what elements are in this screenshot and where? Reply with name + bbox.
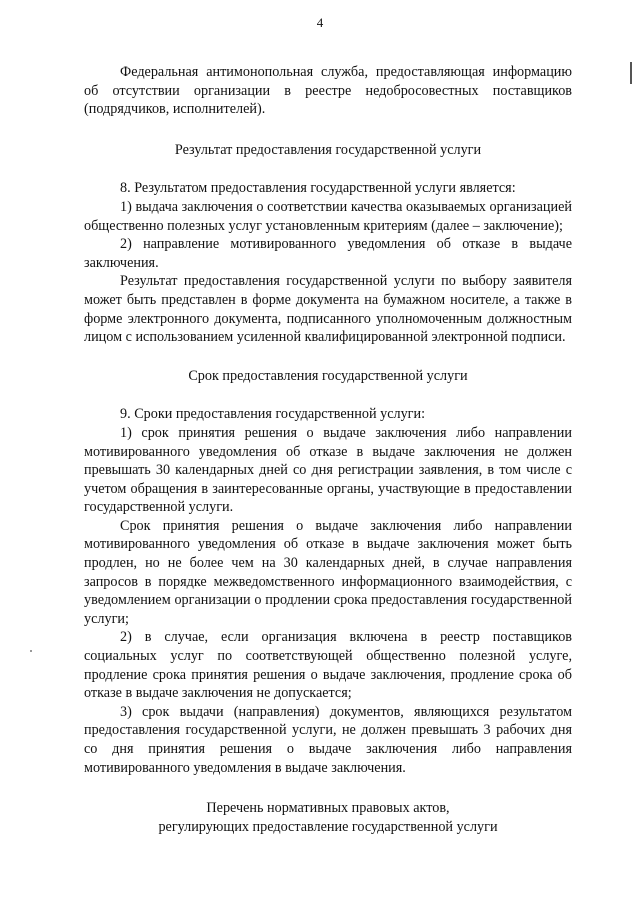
document-body (84, 63, 572, 836)
margin-mark (630, 62, 632, 84)
result-form-paragraph: Результат предоставления государственной услуги по выбору заявителя может быть представлен в форме документа на бумажном носителе, а также в форме электронного документа, подписанного уполномоченным должностным лицом с использованием усиленной квалифицированной электронной подписи. (84, 273, 572, 346)
clause-9-item-2: 2) в случае, если организация включена в реестр поставщиков социальных услуг по соответствующей общественно полезной услуге, продление срока принятия решения о выдаче заключения, продление срока об отказе в выдаче заключения не допускается; (84, 629, 572, 702)
clause-8-item-2: 2) направление мотивированного уведомления об отказе в выдаче заключения. (84, 236, 572, 271)
extension-paragraph: Срок принятия решения о выдаче заключения либо направлении мотивированного уведомления об отказе в выдаче заключения может быть продлен, но не более чем на 30 календарных дней, в случае направления запросов в порядке межведомственного информационного взаимодействия, с уведомлением организации о продлении срока предоставления государственной услуги; (84, 517, 572, 627)
clause-8-item-1: 1) выдача заключения о соответствии качества оказываемых организацией общественно полезных услуг установленным критериям (далее – заключение); (84, 198, 572, 234)
clause-9-item-3: 3) срок выдачи (направления) документов, являющихся результатом предоставления государственной услуги, не должен превышать 3 рабочих дня со дня принятия решения о выдаче заключения либо направления мотивированного уведомления в выдаче заключения. (84, 703, 572, 776)
section-heading-result: Результат предоставления государственной услуги (174, 141, 482, 158)
clause-9: 9. Сроки предоставления государственной услуги: (120, 406, 426, 423)
page-number: 4 (316, 15, 324, 30)
clause-9-item-1: 1) срок принятия решения о выдаче заключения либо направлении мотивированного уведомления об отказе в выдаче заключения не должен превышать 30 календарных дней со дня регистрации заявления, в том числе с учетом обращения в заинтересованные органы, участвующие в предоставлении государственной услуги. (84, 424, 572, 516)
section-heading-legal-acts (84, 799, 572, 836)
intro-paragraph: Федеральная антимонопольная служба, предоставляющая информацию об отсутствии организации в реестре недобросовестных поставщиков (подрядчиков, исполнителей). (84, 64, 572, 118)
section-heading-term: Срок предоставления государственной услуги (188, 367, 468, 384)
legal-acts-heading-line-1: Перечень нормативных правовых актов, (206, 800, 450, 817)
margin-dot (30, 650, 32, 652)
legal-acts-heading-line-2: регулирующих предоставление государственной услуги (158, 818, 498, 835)
clause-8: 8. Результатом предоставления государственной услуги является: (120, 180, 516, 197)
